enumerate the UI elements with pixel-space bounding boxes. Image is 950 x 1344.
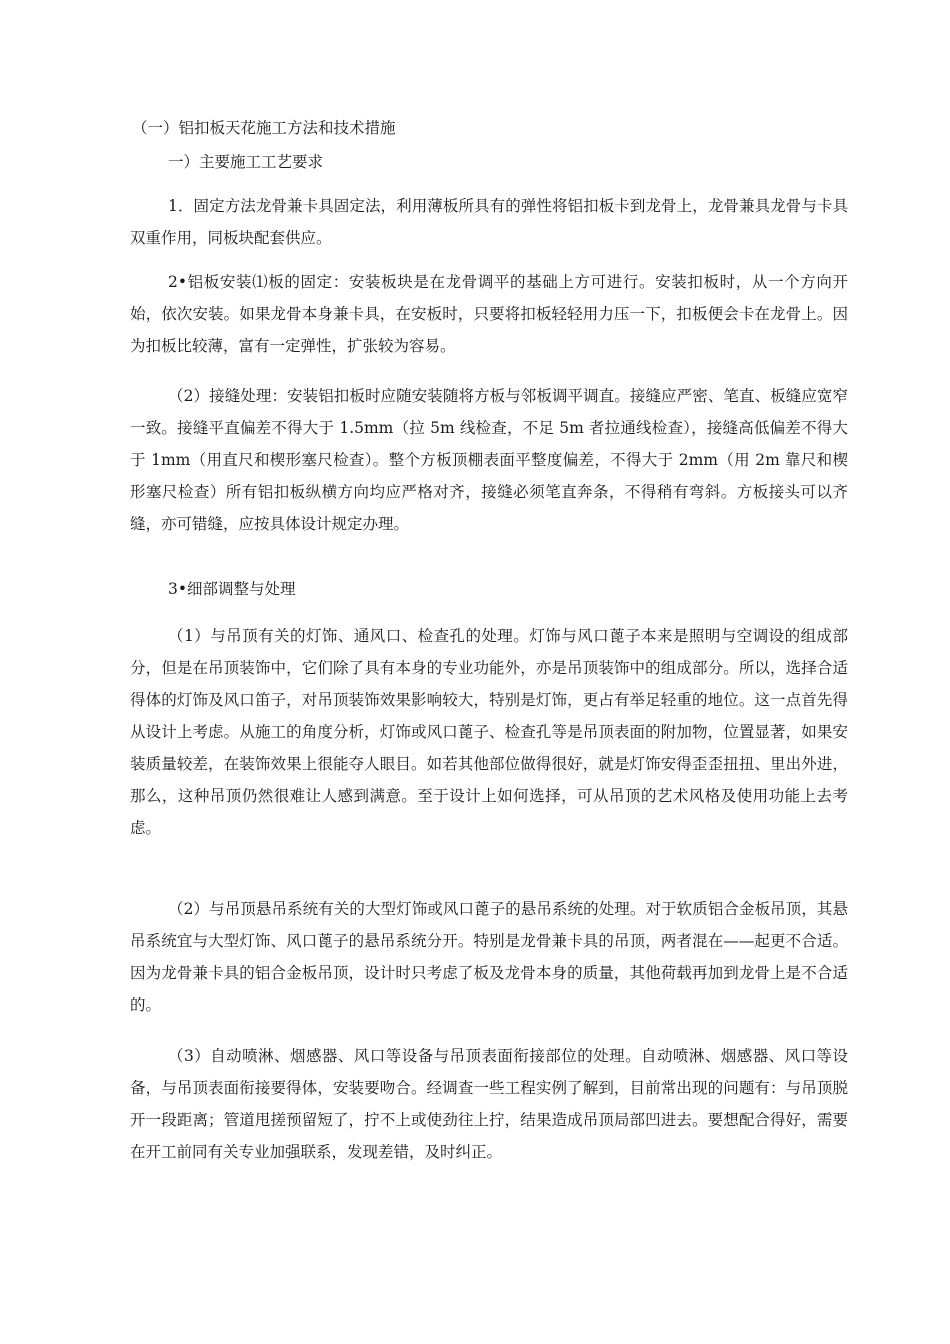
detail-heading: 3•细部调整与处理 <box>168 580 296 598</box>
paragraph-sprinkler-interface: （3）自动喷淋、烟感器、风口等设备与吊顶表面衔接部位的处理。自动喷淋、烟感器、风口等设备，与吊顶表面衔接要得体，安装要吻合。经调查一些工程实例了解到，目前常出现的问题有：与吊顶脱开一段距离；管道甩搓预留短了，拧不上或使劲往上拧，结果造成吊顶局部凹进去。要想配合得好，需要在开工前同有关专业加强联系，发现差错，及时纠正。 <box>130 1047 848 1161</box>
paragraph-suspension-system: （2）与吊顶悬吊系统有关的大型灯饰或风口蓖子的悬吊系统的处理。对于软质铝合金板吊顶，其悬吊系统宜与大型灯饰、风口蓖子的悬吊系统分开。特别是龙骨兼卡具的吊顶，两者混在——起更不合适。因为龙骨兼卡具的铝合金板吊顶，设计时只考虑了板及龙骨本身的质量，其他荷载再加到龙骨上是不合适的。 <box>130 900 848 1014</box>
paragraph-lighting-vents: （1）与吊顶有关的灯饰、通风口、检查孔的处理。灯饰与风口蓖子本来是照明与空调设的组成部分，但是在吊顶装饰中，它们除了具有本身的专业功能外，亦是吊顶装饰中的组成部分。所以，选择合适得体的灯饰及风口笛子，对吊顶装饰效果影响较大，特别是灯饰，更占有举足轻重的地位。这一点首先得从设计上考虑。从施工的角度分析，灯饰或风口蓖子、检查孔等是吊顶表面的附加物，位置显著，如果安装质量较差，在装饰效果上很能夺人眼目。如若其他部位做得很好，就是灯饰安得歪歪扭扭、里出外进，那么，这种吊顶仍然很难让人感到满意。至于设计上如何选择，可从吊顶的艺术风格及使用功能上去考虑。 <box>130 627 848 837</box>
paragraph-fixing-method: 1．固定方法龙骨兼卡具固定法，利用薄板所具有的弹性将铝扣板卡到龙骨上，龙骨兼具龙骨与卡具双重作用，同板块配套供应。 <box>130 197 848 247</box>
paragraph-joint-treatment: （2）接缝处理：安装铝扣板时应随安装随将方板与邻板调平调直。接缝应严密、笔直、板缝应宽窄一致。接缝平直偏差不得大于 1.5mm（拉 5m 线检查，不足 5m 者拉通线检查），接缝高低偏差不得大于 1mm（用直尺和楔形塞尺检查）。整个方板顶棚表面平整度偏差，不得大于 2mm（用 2m 靠尺和楔形塞尺检查）所有铝扣板纵横方向均应严格对齐，接缝必须笔直奔条，不得稍有弯斜。方板接头可以齐缝，亦可错缝，应按具体设计规定办理。 <box>130 387 848 533</box>
paragraph-panel-installation: 2•铝板安装⑴板的固定：安装板块是在龙骨调平的基础上方可进行。安装扣板时，从一个方向开始，依次安装。如果龙骨本身兼卡具，在安板时，只要将扣板轻轻用力压一下，扣板便会卡在龙骨上。因为扣板比较薄，富有一定弹性，扩张较为容易。 <box>130 273 848 355</box>
subsection-heading: 一）主要施工工艺要求 <box>168 153 324 171</box>
section-heading: （一）铝扣板天花施工方法和技术措施 <box>132 119 396 137</box>
